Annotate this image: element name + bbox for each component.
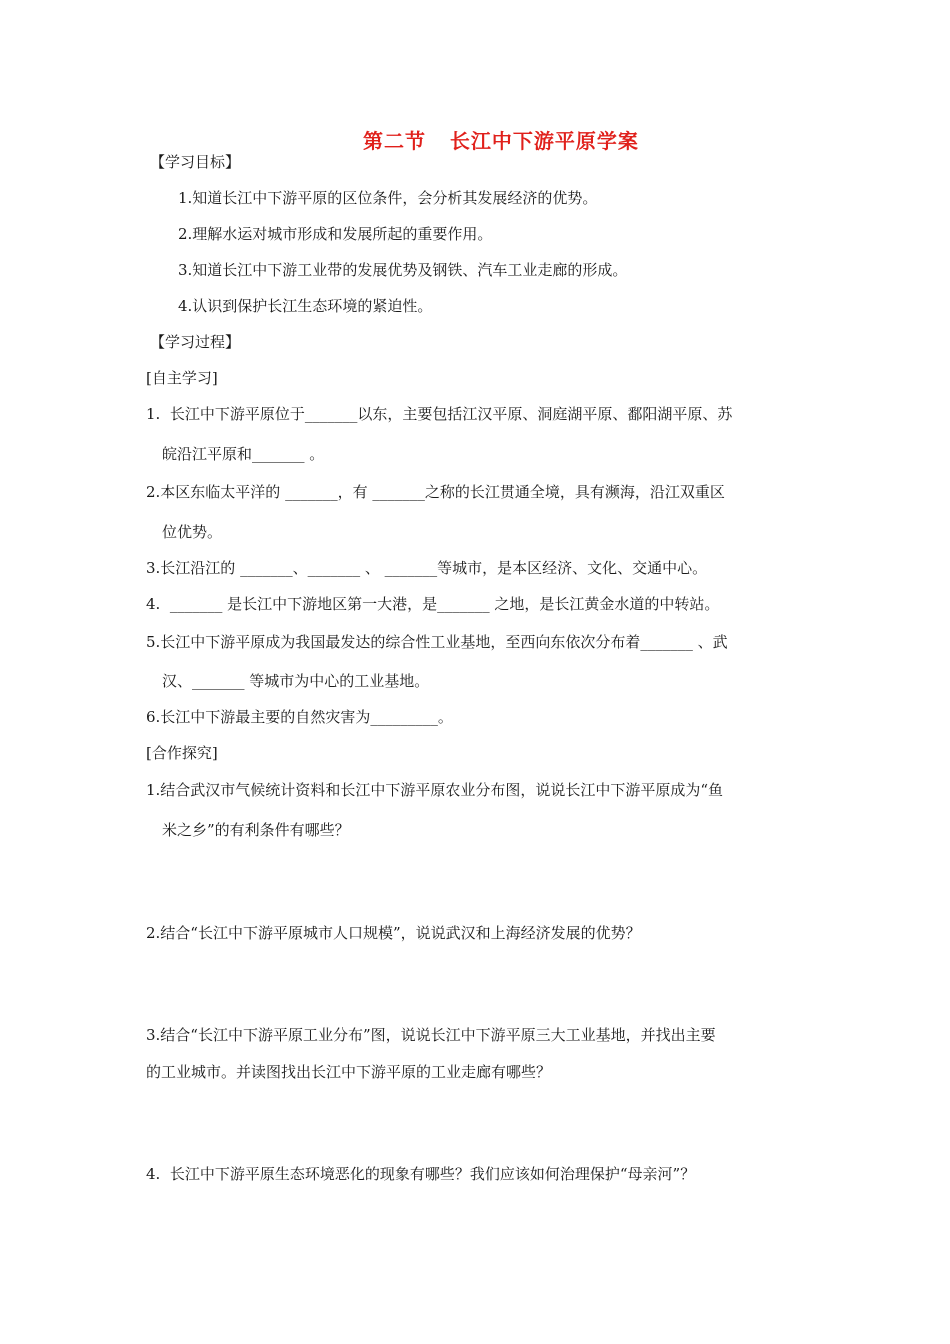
document-title: 第二节 长江中下游平原学案 bbox=[363, 129, 639, 153]
self-study-label: [自主学习] bbox=[146, 369, 218, 387]
self-study-question-1: 1. 长江中下游平原位于_______以东，主要包括江汉平原、洞庭湖平原、鄱阳湖平原、苏 bbox=[146, 405, 733, 423]
self-study-question-2-cont: 位优势。 bbox=[162, 523, 223, 541]
cooperation-question-1-cont: 米之乡”的有利条件有哪些？ bbox=[162, 821, 350, 839]
goal-item: 1.知道长江中下游平原的区位条件，会分析其发展经济的优势。 bbox=[178, 189, 598, 207]
cooperation-question-1: 1.结合武汉市气候统计资料和长江中下游平原农业分布图，说说长江中下游平原成为“鱼 bbox=[146, 781, 723, 799]
goal-item: 2.理解水运对城市形成和发展所起的重要作用。 bbox=[178, 225, 493, 243]
self-study-question-1-cont: 皖沿江平原和_______ 。 bbox=[162, 445, 325, 463]
goal-item: 4.认识到保护长江生态环境的紧迫性。 bbox=[178, 297, 433, 315]
self-study-question-6: 6.长江中下游最主要的自然灾害为_________。 bbox=[146, 708, 453, 726]
self-study-question-5: 5.长江中下游平原成为我国最发达的综合性工业基地，至西向东依次分布着_______ 、武 bbox=[146, 633, 728, 651]
cooperation-question-2: 2.结合“长江中下游平原城市人口规模”，说说武汉和上海经济发展的优势？ bbox=[146, 924, 641, 942]
self-study-question-3: 3.长江沿江的 _______、_______ 、 _______等城市，是本区经济、文化、交通中心。 bbox=[146, 559, 708, 577]
cooperation-question-3-cont: 的工业城市。并读图找出长江中下游平原的工业走廊有哪些？ bbox=[146, 1063, 552, 1081]
self-study-question-5-cont: 汉、_______ 等城市为中心的工业基地。 bbox=[162, 672, 430, 690]
goals-heading: 【学习目标】 bbox=[150, 153, 241, 171]
goal-item: 3.知道长江中下游工业带的发展优势及钢铁、汽车工业走廊的形成。 bbox=[178, 261, 628, 279]
self-study-question-4: 4. _______ 是长江中下游地区第一大港，是_______ 之地，是长江黄金水道的中转站。 bbox=[146, 595, 720, 613]
cooperation-label: [合作探究] bbox=[146, 744, 218, 762]
self-study-question-2: 2.本区东临太平洋的 _______，有 _______之称的长江贯通全境，具有濒海，沿江双重区 bbox=[146, 483, 725, 501]
cooperation-question-4: 4. 长江中下游平原生态环境恶化的现象有哪些？我们应该如何治理保护“母亲河”？ bbox=[146, 1165, 696, 1183]
cooperation-question-3: 3.结合“长江中下游平原工业分布”图，说说长江中下游平原三大工业基地，并找出主要 bbox=[146, 1026, 716, 1044]
process-heading: 【学习过程】 bbox=[150, 333, 241, 351]
